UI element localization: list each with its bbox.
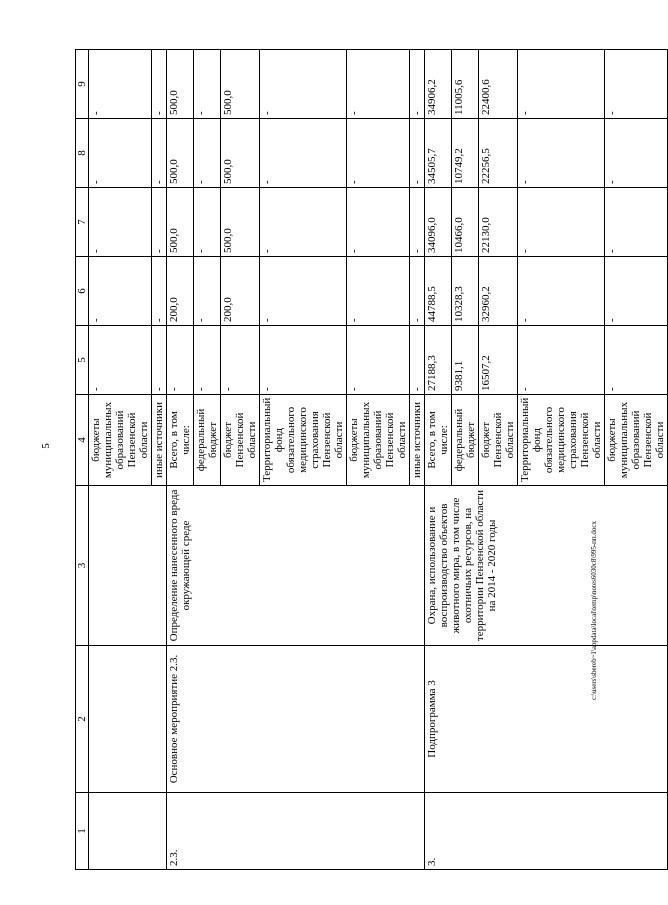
funding-value: 500,0 bbox=[221, 50, 260, 119]
funding-value: 500,0 bbox=[167, 119, 194, 188]
funding-source-label: иные источники bbox=[152, 395, 167, 486]
funding-value: 200,0 bbox=[221, 257, 260, 326]
funding-value: - bbox=[518, 257, 605, 326]
funding-source-label: Всего, в том числе: bbox=[425, 395, 452, 486]
item-description: Определение нанесенного вреда окружающей среде bbox=[167, 486, 425, 646]
funding-source-label: федеральный бюджет bbox=[452, 395, 479, 486]
funding-value: - bbox=[152, 119, 167, 188]
funding-value: 22256,5 bbox=[479, 119, 518, 188]
item-name: Основное мероприятие 2.3. bbox=[167, 646, 425, 793]
funding-value: - bbox=[260, 326, 347, 395]
funding-value: - bbox=[605, 326, 668, 395]
column-header: 8 bbox=[76, 119, 89, 188]
funding-value: - bbox=[518, 50, 605, 119]
funding-value: 10466,0 bbox=[452, 188, 479, 257]
column-header: 3 bbox=[76, 486, 89, 646]
funding-source-label: бюджеты муниципальных образований Пензенской области bbox=[347, 395, 410, 486]
column-header: 9 bbox=[76, 50, 89, 119]
funding-value: 10328,3 bbox=[452, 257, 479, 326]
funding-value: - bbox=[194, 50, 221, 119]
funding-source-label: иные источники bbox=[410, 395, 425, 486]
rotated-page bbox=[75, 50, 666, 870]
funding-value: 32960,2 bbox=[479, 257, 518, 326]
funding-value: 500,0 bbox=[167, 188, 194, 257]
funding-value: - bbox=[152, 50, 167, 119]
funding-source-label: Территориальный фонд обязательного медицинского страхования Пензенской области bbox=[518, 395, 605, 486]
funding-value: - bbox=[347, 326, 410, 395]
funding-value: - bbox=[167, 326, 194, 395]
funding-value: - bbox=[347, 119, 410, 188]
funding-value: - bbox=[518, 326, 605, 395]
funding-value: - bbox=[605, 188, 668, 257]
funding-value: - bbox=[260, 188, 347, 257]
item-number bbox=[89, 793, 167, 870]
funding-source-label: бюджеты муниципальных образований Пензенской области bbox=[605, 395, 668, 486]
funding-value: - bbox=[605, 50, 668, 119]
column-header: 4 bbox=[76, 395, 89, 486]
funding-value: 34096,0 bbox=[425, 188, 452, 257]
funding-value: - bbox=[89, 119, 152, 188]
funding-value: - bbox=[410, 188, 425, 257]
funding-source-label: Территориальный фонд обязательного медицинского страхования Пензенской области bbox=[260, 395, 347, 486]
table-row bbox=[167, 50, 194, 870]
funding-value: - bbox=[194, 326, 221, 395]
funding-value: 11005,6 bbox=[452, 50, 479, 119]
funding-value: - bbox=[410, 50, 425, 119]
footer-file-path: c:\users\sbereb~1\appdata\local\temp\notes6030c8\995-пп.docx bbox=[590, 520, 598, 700]
funding-value: 34505,7 bbox=[425, 119, 452, 188]
funding-source-label: Всего, в том числе: bbox=[167, 395, 194, 486]
funding-value: - bbox=[518, 188, 605, 257]
funding-value: - bbox=[260, 50, 347, 119]
item-number: 2.3. bbox=[167, 793, 425, 870]
column-header: 6 bbox=[76, 257, 89, 326]
funding-value: 22130,0 bbox=[479, 188, 518, 257]
funding-value: - bbox=[194, 119, 221, 188]
column-header: 7 bbox=[76, 188, 89, 257]
column-header-row bbox=[76, 50, 89, 870]
funding-value: - bbox=[410, 257, 425, 326]
column-header: 5 bbox=[76, 326, 89, 395]
funding-value: - bbox=[152, 326, 167, 395]
funding-value: - bbox=[89, 326, 152, 395]
budget-table bbox=[75, 49, 668, 870]
funding-value: 500,0 bbox=[167, 50, 194, 119]
funding-value: - bbox=[89, 188, 152, 257]
funding-source-label: бюджет Пензенской области bbox=[221, 395, 260, 486]
funding-value: - bbox=[410, 326, 425, 395]
funding-value: - bbox=[347, 188, 410, 257]
funding-value: - bbox=[152, 257, 167, 326]
funding-source-label: бюджет Пензенской области bbox=[479, 395, 518, 486]
funding-value: 27188,3 bbox=[425, 326, 452, 395]
funding-value: - bbox=[347, 257, 410, 326]
funding-value: 500,0 bbox=[221, 188, 260, 257]
funding-value: 44788,5 bbox=[425, 257, 452, 326]
funding-value: - bbox=[260, 119, 347, 188]
funding-value: 9381,1 bbox=[452, 326, 479, 395]
item-name: Подпрограмма 3 bbox=[425, 646, 668, 793]
item-description bbox=[89, 486, 167, 646]
funding-value: - bbox=[194, 257, 221, 326]
funding-source-label: бюджеты муниципальных образований Пензенской области bbox=[89, 395, 152, 486]
funding-value: - bbox=[410, 119, 425, 188]
column-header: 2 bbox=[76, 646, 89, 793]
column-header: 1 bbox=[76, 793, 89, 870]
funding-value: - bbox=[194, 188, 221, 257]
funding-value: 22400,6 bbox=[479, 50, 518, 119]
funding-value: - bbox=[221, 326, 260, 395]
funding-value: 200,0 bbox=[167, 257, 194, 326]
item-name bbox=[89, 646, 167, 793]
item-number: 3. bbox=[425, 793, 668, 870]
funding-value: - bbox=[347, 50, 410, 119]
funding-value: - bbox=[89, 50, 152, 119]
funding-value: 500,0 bbox=[221, 119, 260, 188]
funding-value: - bbox=[260, 257, 347, 326]
funding-source-label: федеральный бюджет bbox=[194, 395, 221, 486]
page-number: 5 bbox=[40, 443, 52, 449]
funding-value: - bbox=[152, 188, 167, 257]
funding-value: 10749,2 bbox=[452, 119, 479, 188]
table-row bbox=[425, 50, 452, 870]
funding-value: - bbox=[89, 257, 152, 326]
funding-value: - bbox=[605, 257, 668, 326]
table-row bbox=[89, 50, 152, 870]
funding-value: - bbox=[518, 119, 605, 188]
funding-value: 16507,2 bbox=[479, 326, 518, 395]
funding-value: - bbox=[605, 119, 668, 188]
item-description: Охрана, использование и воспроизводство объектов животного мира, в том числе охотничьих ресурсов, на территории Пензенской области на 2014 - 2020 годы bbox=[425, 486, 668, 646]
funding-value: 34906,2 bbox=[425, 50, 452, 119]
